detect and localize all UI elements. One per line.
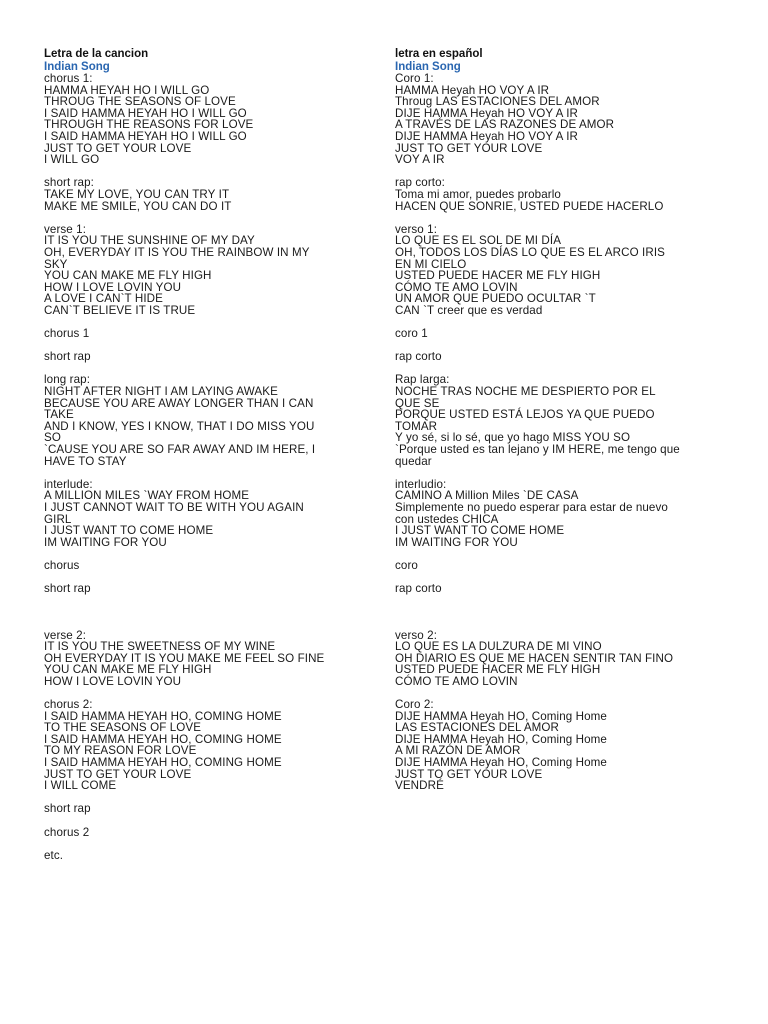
- right-lyric-line: VOY A IR: [395, 153, 445, 167]
- right-lyric-line: HACEN QUE SONRIE, USTED PUEDE HACERLO: [395, 199, 664, 213]
- right-lyric-line: coro 1: [395, 327, 428, 341]
- right-lyric-line: NOCHE TRAS NOCHE ME DESPIERTO POR EL: [395, 385, 656, 399]
- left-lyric-line: etc.: [44, 848, 64, 862]
- right-lyric-line: DIJE HAMMA Heyah HO, Coming Home: [395, 756, 607, 770]
- left-lyric-line: I SAID HAMMA HEYAH HO I WILL GO: [44, 129, 247, 143]
- right-lyric-line: Y yo sé, si lo sé, que yo hago MISS YOU SO: [395, 431, 631, 445]
- left-lyric-line: [44, 595, 344, 607]
- right-lyric-line: OH DIARIO ES QUE ME HACEN SENTIR TAN FINO: [395, 651, 674, 665]
- left-lyric-line: I WILL GO: [44, 153, 100, 167]
- right-lyric-line: I JUST WANT TO COME HOME: [395, 524, 565, 538]
- left-lyric-line: short rap: [44, 802, 91, 816]
- left-lyric-line: HOW I LOVE LOVIN YOU: [44, 674, 182, 688]
- right-lyric-line: [395, 548, 695, 560]
- left-lyric-line: verse 2:: [44, 628, 87, 642]
- left-lyric-line: short rap:: [44, 176, 94, 190]
- left-lyric-line: I SAID HAMMA HEYAH HO I WILL GO: [44, 106, 247, 120]
- right-lyric-line: CAMINO A Million Miles `DE CASA: [395, 489, 579, 503]
- right-lyric-line: DIJE HAMMA Heyah HO VOY A IR: [395, 106, 578, 120]
- right-lyric-line: con ustedes CHICA: [395, 512, 499, 526]
- right-lyric-line: Coro 2:: [395, 698, 434, 712]
- right-lyric-line: JUST TO GET YOUR LOVE: [395, 141, 543, 155]
- right-lyric-line: interludio:: [395, 477, 447, 491]
- right-lyric-line: rap corto: [395, 582, 442, 596]
- left-lyric-line: JUST TO GET YOUR LOVE: [44, 141, 192, 155]
- left-lyric-line: [44, 316, 344, 328]
- left-lyric-line: chorus 1: [44, 327, 90, 341]
- left-lyric-line: IT IS YOU THE SUNSHINE OF MY DAY: [44, 234, 255, 248]
- left-lyric-line: CAN`T BELIEVE IT IS TRUE: [44, 303, 196, 317]
- left-lyric-line: THROUGH THE REASONS FOR LOVE: [44, 118, 254, 132]
- left-lyric-line: IM WAITING FOR YOU: [44, 535, 167, 549]
- left-lyric-line: IT IS YOU THE SWEETNESS OF MY WINE: [44, 640, 276, 654]
- left-lyric-line: `CAUSE YOU ARE SO FAR AWAY AND IM HERE, I: [44, 443, 316, 456]
- left-lyric-line: NIGHT AFTER NIGHT I AM LAYING AWAKE: [44, 385, 278, 399]
- right-lyric-line: DIJE HAMMA Heyah HO VOY A IR: [395, 129, 578, 143]
- left-lyric-line: TAKE: [44, 408, 74, 422]
- right-lyric-line: USTED PUEDE HACER ME FLY HIGH: [395, 663, 601, 677]
- right-lyric-line: verso 1:: [395, 222, 438, 236]
- right-lyric-line: `Porque usted es tan lejano y IM HERE, me tengo que: [395, 443, 680, 456]
- right-lyric-line: CAN `T creer que es verdad: [395, 303, 543, 317]
- right-lyric-line: rap corto:: [395, 176, 445, 190]
- left-lyric-line: I SAID HAMMA HEYAH HO, COMING HOME: [44, 732, 282, 746]
- right-lyric-line: CÓMO TE AMO LOVIN: [395, 674, 518, 688]
- left-lyric-line: interlude:: [44, 477, 93, 491]
- right-lyric-line: IM WAITING FOR YOU: [395, 535, 518, 549]
- left-lyric-line: [44, 815, 344, 827]
- right-lyric-line: Simplemente no puedo esperar para estar de nuevo: [395, 500, 668, 514]
- right-lyric-line: coro: [395, 558, 418, 572]
- left-lyric-line: AND I KNOW, YES I KNOW, THAT I DO MISS YOU: [44, 419, 315, 433]
- right-lyric-line: A MI RAZÓN DE AMOR: [395, 744, 521, 758]
- right-lyric-line: JUST TO GET YOUR LOVE: [395, 767, 543, 781]
- left-lyric-line: YOU CAN MAKE ME FLY HIGH: [44, 269, 212, 283]
- left-lyric-line: MAKE ME SMILE, YOU CAN DO IT: [44, 199, 232, 213]
- left-lyric-line: I SAID HAMMA HEYAH HO, COMING HOME: [44, 709, 282, 723]
- left-lyric-line: I SAID HAMMA HEYAH HO, COMING HOME: [44, 756, 282, 770]
- left-lyric-line: long rap:: [44, 373, 91, 387]
- left-lyric-line: [44, 548, 344, 560]
- left-lyric-line: YOU CAN MAKE ME FLY HIGH: [44, 663, 212, 677]
- right-lyric-line: Toma mi amor, puedes probarlo: [395, 187, 561, 201]
- left-lyrics-lines: [44, 73, 344, 861]
- original-lyrics-column: [44, 48, 344, 861]
- left-lyric-line: OH EVERYDAY IT IS YOU MAKE ME FEEL SO FINE: [44, 651, 325, 665]
- right-lyrics-lines: [395, 73, 695, 792]
- left-lyric-line: GIRL: [44, 512, 72, 526]
- right-lyric-line: DIJE HAMMA Heyah HO, Coming Home: [395, 709, 607, 723]
- right-lyric-line: USTED PUEDE HACER ME FLY HIGH: [395, 269, 601, 283]
- left-lyric-line: TAKE MY LOVE, YOU CAN TRY IT: [44, 187, 230, 201]
- right-lyric-line: Rap larga:: [395, 373, 450, 387]
- left-lyric-line: A LOVE I CAN`T HIDE: [44, 292, 163, 306]
- right-lyric-line: [395, 606, 695, 618]
- left-lyric-line: chorus 2: [44, 825, 90, 839]
- right-lyric-line: QUE SE: [395, 396, 440, 410]
- right-lyric-line: LO QUE ES EL SOL DE MI DÍA: [395, 234, 562, 248]
- left-lyric-line: HAMMA HEYAH HO I WILL GO: [44, 83, 210, 97]
- left-lyric-line: I JUST CANNOT WAIT TO BE WITH YOU AGAIN: [44, 500, 304, 514]
- right-lyric-line: CÓMO TE AMO LOVIN: [395, 280, 518, 294]
- right-lyric-line: LO QUE ES LA DULZURA DE MI VINO: [395, 640, 602, 654]
- left-title: Letra de la cancion: [44, 48, 149, 60]
- left-lyric-line: chorus 1:: [44, 72, 93, 85]
- left-lyric-line: SKY: [44, 257, 68, 271]
- left-lyric-line: TO MY REASON FOR LOVE: [44, 744, 197, 758]
- right-lyric-line: A TRAVÉS DE LAS RAZONES DE AMOR: [395, 118, 615, 132]
- right-lyric-line: EN MI CIELO: [395, 257, 467, 271]
- right-lyric-line: HAMMA Heyah HO VOY A IR: [395, 83, 550, 97]
- left-lyric-line: chorus: [44, 558, 80, 572]
- right-lyric-line: TOMAR: [395, 419, 438, 433]
- right-lyric-line: [395, 212, 695, 224]
- left-lyric-line: JUST TO GET YOUR LOVE: [44, 767, 192, 781]
- left-lyric-line: [44, 606, 344, 618]
- right-lyric-line: [395, 316, 695, 328]
- right-lyric-line: rap corto: [395, 350, 442, 364]
- left-lyric-line: THROUG THE SEASONS OF LOVE: [44, 95, 236, 109]
- right-lyric-line: Throug LAS ESTACIONES DEL AMOR: [395, 95, 600, 109]
- right-lyric-line: [395, 687, 695, 699]
- left-lyric-line: verse 1:: [44, 222, 87, 236]
- left-lyric-line: [44, 838, 344, 850]
- left-lyric-line: chorus 2:: [44, 698, 93, 712]
- right-lyric-line: VENDRÉ: [395, 779, 444, 793]
- right-lyric-line: DIJE HAMMA Heyah HO, Coming Home: [395, 732, 607, 746]
- right-lyric-line: UN AMOR QUE PUEDO OCULTAR `T: [395, 292, 596, 306]
- right-lyric-line: quedar: [395, 454, 432, 468]
- left-lyric-line: [44, 212, 344, 224]
- right-lyric-line: OH, TODOS LOS DÍAS LO QUE ES EL ARCO IRIS: [395, 245, 665, 259]
- right-lyric-line: PORQUE USTED ESTÁ LEJOS YA QUE PUEDO: [395, 408, 655, 422]
- left-lyric-line: OH, EVERYDAY IT IS YOU THE RAINBOW IN MY: [44, 245, 310, 259]
- left-lyric-line: A MILLION MILES `WAY FROM HOME: [44, 489, 250, 503]
- right-lyric-line: LAS ESTACIONES DEL AMOR: [395, 721, 560, 735]
- left-lyric-line: I JUST WANT TO COME HOME: [44, 524, 214, 538]
- spanish-lyrics-column: [395, 48, 695, 792]
- right-lyric-line: [395, 595, 695, 607]
- left-lyric-line: BECAUSE YOU ARE AWAY LONGER THAN I CAN: [44, 396, 314, 410]
- right-lyric-line: verso 2:: [395, 628, 438, 642]
- left-lyric-line: short rap: [44, 350, 91, 364]
- left-lyric-line: I WILL COME: [44, 779, 117, 793]
- right-lyric-line: Coro 1:: [395, 72, 434, 85]
- left-lyric-line: HOW I LOVE LOVIN YOU: [44, 280, 182, 294]
- left-lyric-line: short rap: [44, 582, 91, 596]
- left-lyric-line: HAVE TO STAY: [44, 454, 127, 468]
- left-lyric-line: SO: [44, 431, 61, 445]
- left-lyric-line: TO THE SEASONS OF LOVE: [44, 721, 202, 735]
- left-song-title: Indian Song: [44, 61, 110, 73]
- right-lyric-line: [395, 618, 695, 630]
- right-title: letra en español: [395, 48, 483, 60]
- right-song-title: Indian Song: [395, 61, 461, 73]
- left-lyric-line: [44, 618, 344, 630]
